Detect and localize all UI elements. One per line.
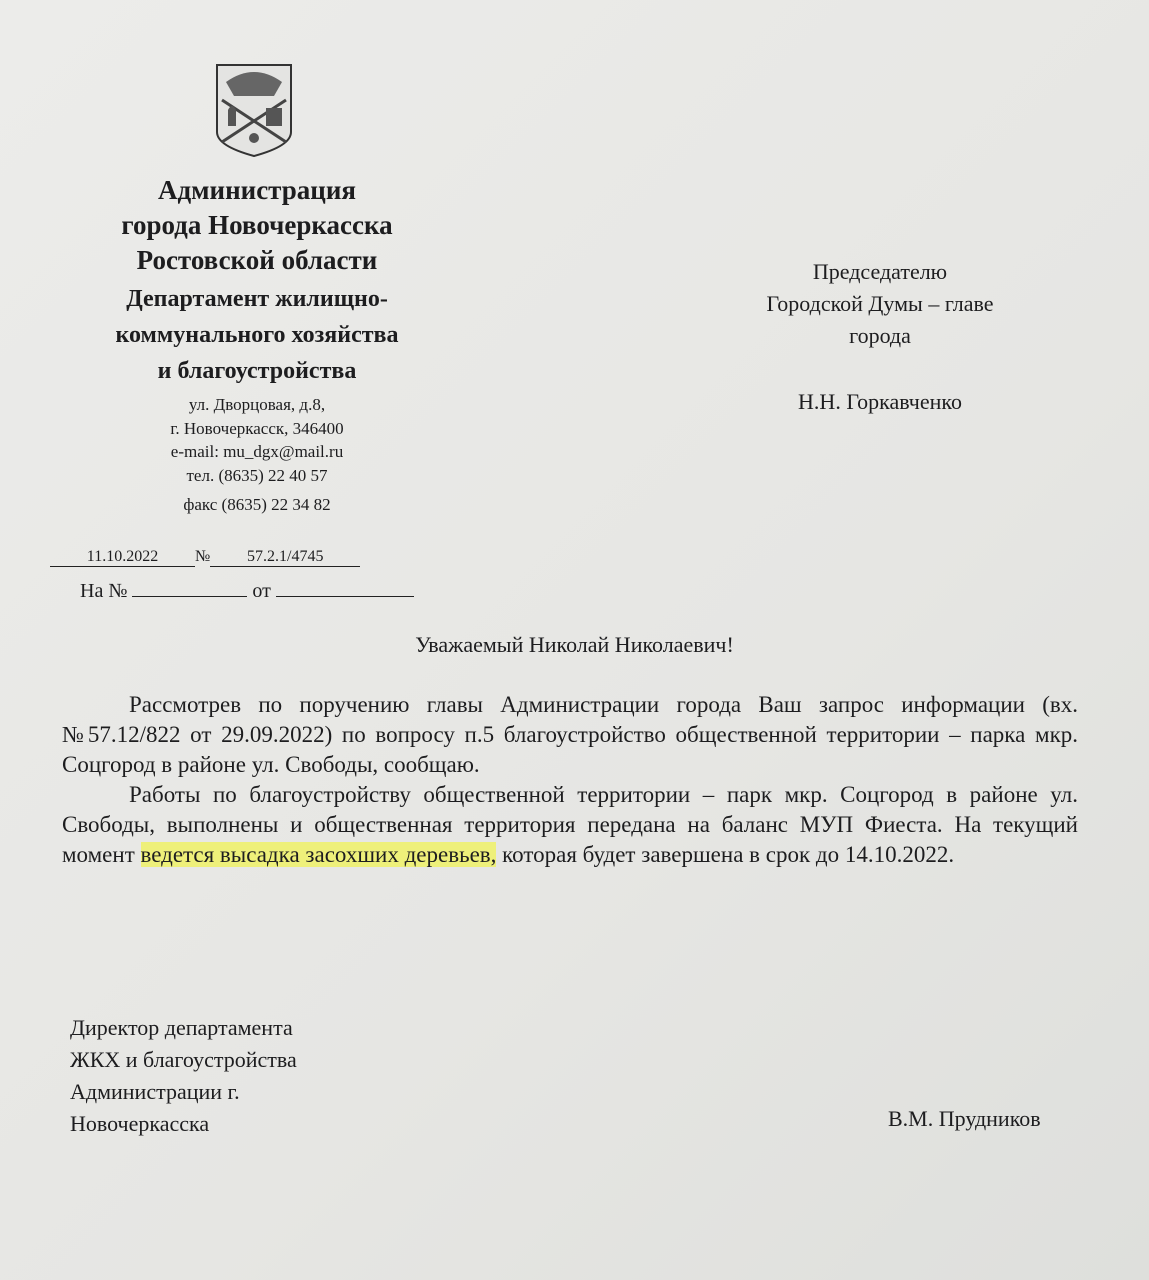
recipient-line: Председателю [812,259,948,284]
recipient-line: города [849,323,911,348]
coat-of-arms-icon [214,62,294,158]
reference-line [80,578,414,603]
ref-number-blank [132,578,247,597]
recipient [720,256,1040,418]
org-line: Администрация [157,175,357,205]
highlighted-text: ведется высадка засохших деревьев, [140,842,497,867]
dept-line: Департамент жилищно- [126,286,388,312]
recipient-name: Н.Н. Горкавченко [798,389,962,414]
organization-header [57,173,457,389]
registration-line [50,548,370,567]
signatory-name: В.М. Прудников [888,1106,1041,1131]
paragraph [62,780,1078,870]
reg-date: 11.10.2022 [50,548,195,567]
title-line: Администрации г. [70,1079,240,1104]
title-line: ЖКХ и благоустройства [70,1047,297,1072]
text: Работы по благоустройству общественной территории – парк мкр. Соцгород в районе ул. Свободы, выполнены и общественная территория передана на баланс МУП Фиеста. На текущий момент [62,782,1078,867]
email: e-mail: mu_dgx@mail.ru [170,442,344,461]
phone: тел. (8635) 22 40 57 [186,465,328,485]
ref-date-blank [276,578,414,597]
paragraph: Рассмотрев по поручению главы Администрации города Ваш запрос информации (вх. №57.12/822 от 29.09.2022) по вопросу п.5 благоустройство общественной территории – парка мкр. Соцгород в районе ул. Свободы, сообщаю. [62,692,1078,777]
title-line: Директор департамента [70,1015,293,1040]
contacts [57,393,457,517]
no-sign: № [195,548,211,565]
recipient-line: Городской Думы – главе [766,291,994,316]
dept-line: и благоустройства [157,358,357,384]
dept-line: коммунального хозяйства [115,322,399,348]
signatory-title [70,1012,297,1140]
fax: факс (8635) 22 34 82 [183,495,331,514]
title-line: Новочеркасска [70,1111,210,1136]
org-line: города Новочеркасска [121,210,393,240]
ref-label: На № [80,580,128,602]
text: которая будет завершена в срок до 14.10.2022. [496,842,955,867]
address-street: ул. Дворцовая, д.8, [188,395,326,414]
greeting: Уважаемый Николай Николаевич! [415,632,734,657]
address-city: г. Новочеркасск, 346400 [170,418,344,438]
letter-body [62,690,1078,870]
reg-number: 57.2.1/4745 [210,548,360,567]
org-line: Ростовской области [136,245,378,275]
ref-from: от [252,580,271,602]
